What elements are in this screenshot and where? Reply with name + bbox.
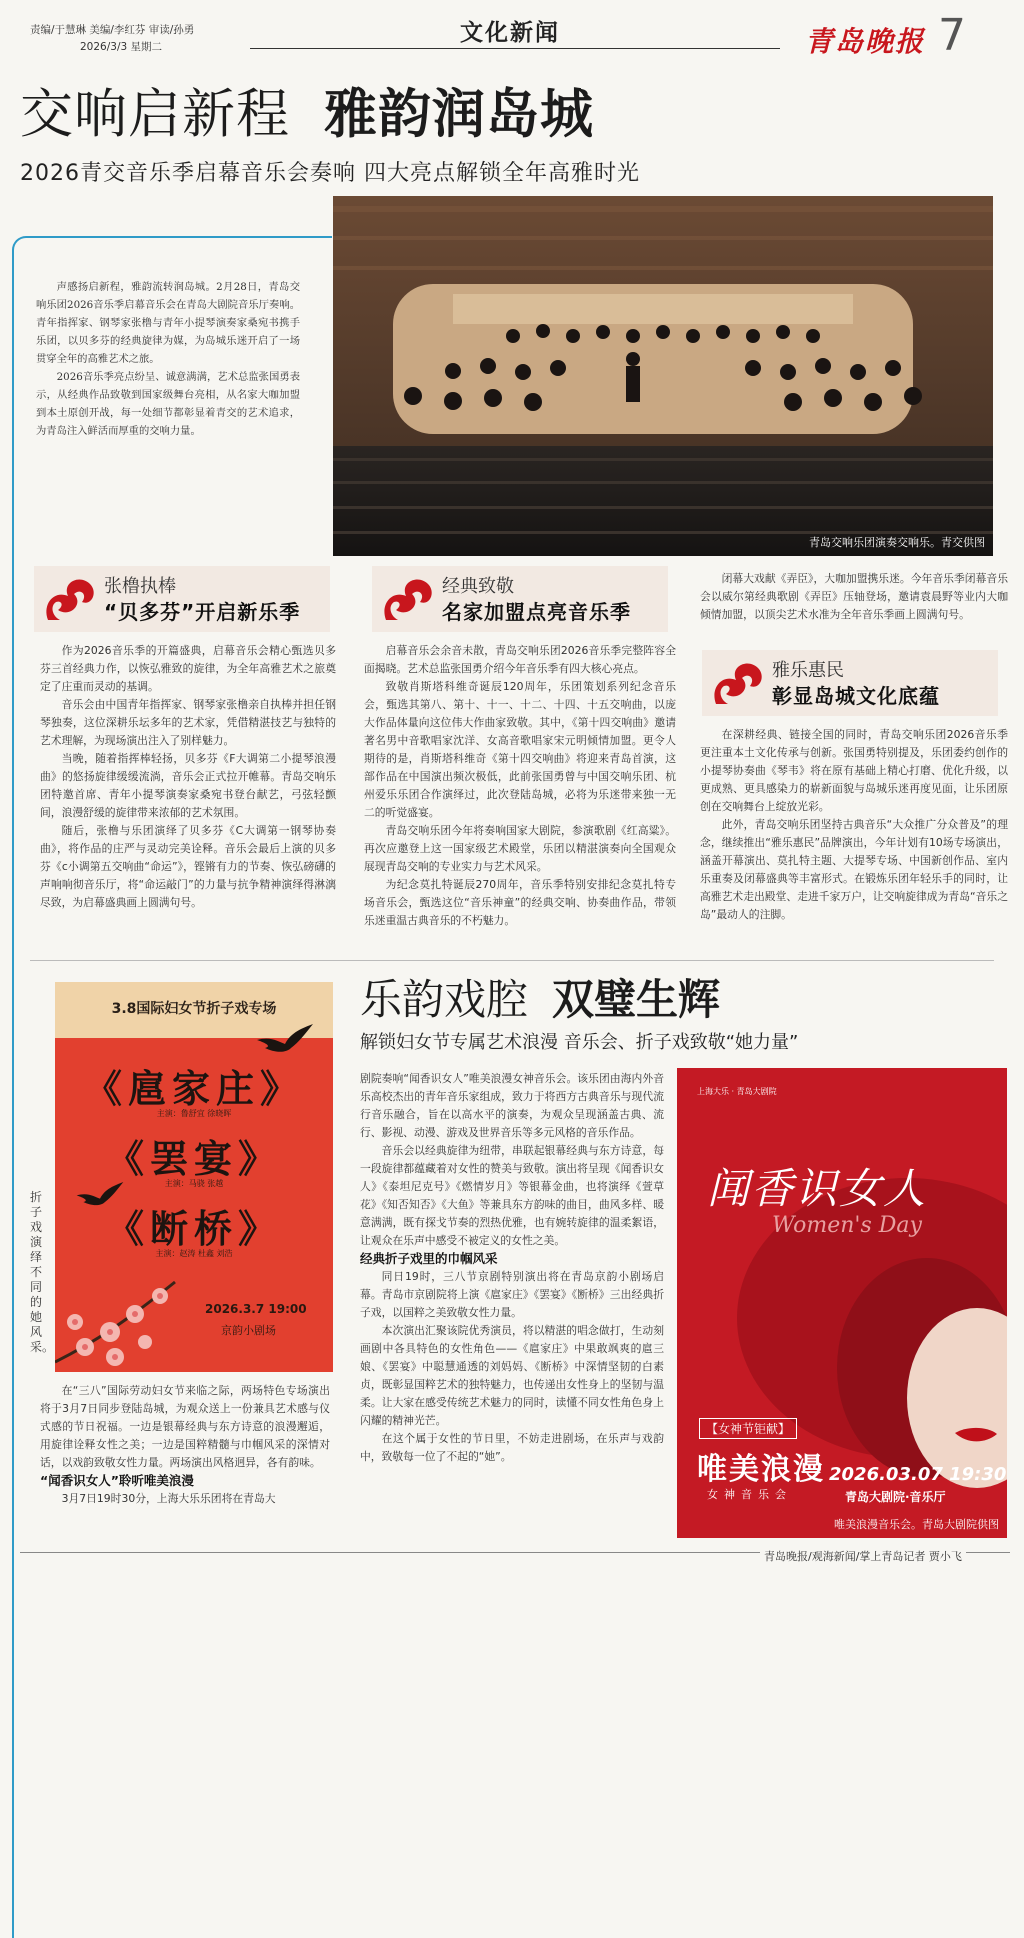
orchestra-illustration [333, 196, 993, 556]
poster-subtitle: 女神音乐会 [707, 1488, 792, 1501]
headline-part2: 雅韵润岛城 [324, 84, 594, 145]
photo-caption: 青岛交响乐团演奏交响乐。青交供图 [809, 536, 985, 549]
paragraph: 此外，青岛交响乐团坚持古典音乐“大众推广分众普及”的理念，继续推出“雅乐惠民”品牌演出，今年计划有10场专场演出，涵盖开幕演出、莫扎特主题、大提琴专场、中国新创作品、室内乐重奏及闭幕盛典等丰富形式。在锻炼乐团年轻乐手的同时，让高雅艺术走出殿堂、走进千家万户，让交响旋律成为青岛“音乐之岛”最动人的注脚。 [700, 818, 1008, 921]
poster-english-title: Women's Day [772, 1213, 922, 1238]
swallow-icon [255, 1022, 315, 1062]
headline-2 [360, 972, 720, 1028]
column-1 [40, 642, 336, 912]
paragraph: 本次演出汇聚该院优秀演员，将以精湛的唱念做打，生动刻画剧中各具特色的女性角色——《扈家庄》中果敢飒爽的扈三娘、《罢宴》中聪慧通透的刘妈妈、《断桥》中深情坚韧的白素贞，既彰显国粹艺术的独特魅力，也传递出女性身上的坚韧与温柔。让大家在感受传统艺术魅力的同时，读懂不同女性角色身上闪耀的精神光芒。 [360, 1324, 664, 1427]
column-2 [364, 642, 676, 930]
subheadline-2: 解锁妇女节专属艺术浪漫 音乐会、折子戏致敬“她力量” [360, 1032, 799, 1053]
paragraph: 作为2026音乐季的开篇盛典，启幕音乐会精心甄选贝多芬三首经典力作，以恢弘雅致的旋律，为全年高雅艺术之旅奠定了庄重而灵动的基调。 [40, 644, 336, 693]
opera-cast-1: 主演：鲁舒宜 徐晓晖 [156, 1109, 232, 1118]
column-bottom-left [40, 1382, 330, 1508]
subheading-box [34, 566, 330, 632]
masthead-logo: 青岛晚报 [805, 25, 926, 58]
paragraph: 为纪念莫扎特诞辰270周年，音乐季特别安排纪念莫扎特专场音乐会，甄选这位“音乐神童”的经典交响、协奏曲作品，带领乐迷重温古典音乐的不朽魅力。 [364, 878, 676, 927]
credits-editors: 责编/于慧琳 美编/李红芬 审读/孙勇 [30, 24, 195, 36]
paragraph: 随后，张橹与乐团演绎了贝多芬《C大调第一钢琴协奏曲》，将作品的庄严与灵动完美诠释。音乐会最后上演的贝多芬《c小调第五交响曲“命运”》，铿锵有力的节奏、恢弘磅礴的声响响彻音乐厅，将“命运敲门”的力量与抗争精神演绎得淋漓尽致，为启幕盛典画上圆满句号。 [40, 824, 336, 909]
poster-venue: 青岛大剧院·音乐厅 [845, 1490, 946, 1504]
paragraph: 在“三八”国际劳动妇女节来临之际，两场特色专场演出将于3月7日同步登陆岛城，为观众送上一份兼具艺术感与仪式感的节日祝福。一边是银幕经典与东方诗意的浪漫邂逅，用旋律诠释女性之美；一边是国粹精髓与巾帼风采的深情对话，以戏韵致敬女性力量。两场演出风格迥异，各有韵味。 [40, 1384, 330, 1469]
headline-2-part2: 双璧生辉 [552, 975, 721, 1024]
intro-paragraph: 2026音乐季亮点纷呈、诚意满满，艺术总监张国勇表示，从经典作品致敬到国家级舞台亮相，从名家大咖加盟到本土原创开战，每一处细节都彰显着青交的艺术追求，为青岛注入鲜活而厚重的交响力量。 [36, 371, 300, 437]
side-caption: 折子戏演绎不同的她风采。 [30, 1190, 55, 1354]
paragraph: 音乐会以经典旋律为纽带，串联起银幕经典与东方诗意，每一段旋律都蕴藏着对女性的赞美与致敬。演出将呈现《闻香识女人》《泰坦尼克号》《燃情岁月》等银幕金曲，也将演绎《萱草花》《知否知否》《大鱼》等兼具东方韵味的曲目，曲风多样、暖意满满，既有探戈节奏的烈热优雅，也有婉转旋律的温柔絮语，让观众在乐声中感受不被定义的女性之美。 [360, 1144, 664, 1247]
paragraph: 启幕音乐会余音未散，青岛交响乐团2026音乐季完整阵容全面揭晓。艺术总监张国勇介绍今年音乐季有四大核心亮点。 [364, 644, 676, 675]
subheading-box [702, 650, 998, 716]
poster-badge: 【女神节钜献】 [699, 1418, 797, 1439]
cloud-ornament-icon [708, 654, 768, 712]
subheading-label: 雅乐惠民 [772, 660, 844, 681]
headline-part1: 交响启新程 [20, 84, 290, 145]
subheadline: 2026青交音乐季启幕音乐会奏响 四大亮点解锁全年高雅时光 [20, 161, 640, 186]
subheading-box [372, 566, 668, 632]
opera-title-1: 《扈家庄》 [83, 1066, 304, 1111]
paragraph: 同日19时，三八节京剧特别演出将在青岛京韵小剧场启幕。青岛市京剧院将上演《扈家庄》《罢宴》《断桥》三出经典折子戏，以国粹之美致敬女性力量。 [360, 1270, 664, 1319]
paragraph: 当晚，随着指挥棒轻扬，贝多芬《F大调第二小提琴浪漫曲》的悠扬旋律缓缓流淌，音乐会正式拉开帷幕。青岛交响乐团特邀首席、青年小提琴演奏家桑宛书登台献艺，弓弦轻颤间，浪漫舒缓的旋律带来浓郁的艺术氛围。 [40, 752, 336, 819]
inline-subheading: 经典折子戏里的巾帼风采 [360, 1251, 498, 1266]
poster-slogan: 唯美浪漫 [697, 1452, 825, 1487]
paragraph: 在这个属于女性的节日里，不妨走进剧场，在乐声与戏韵中，致敬每一位了不起的“她”。 [360, 1432, 664, 1463]
section-title: 文化新闻 [460, 20, 560, 46]
opera-cast-3: 主演：赵涛 杜鑫 刘浩 [155, 1249, 233, 1258]
headline-2-part1: 乐韵戏腔 [360, 975, 529, 1024]
credits [30, 22, 194, 56]
column-3-intro [700, 570, 1008, 624]
header-rule [250, 48, 780, 49]
poster-caption: 唯美浪漫音乐会。青岛大剧院供图 [834, 1518, 999, 1531]
paragraph: 闭幕大戏献《弄臣》，大咖加盟携乐迷。今年音乐季闭幕音乐会以威尔第经典歌剧《弄臣》压轴登场，邀请袁晨野等业内大咖倾情加盟，以顶尖艺术水准为全年音乐季画上圆满句号。 [700, 572, 1008, 621]
byline: 青岛晚报/观海新闻/掌上青岛记者 贾小飞 [760, 1548, 966, 1564]
poster-top-text: 3.8国际妇女节折子戏专场 [111, 1001, 277, 1017]
column-3 [700, 726, 1008, 924]
poster-logos: 上海大乐 · 青岛大剧院 [697, 1087, 777, 1096]
paragraph: 音乐会由中国青年指挥家、钢琴家张橹亲自执棒并担任钢琴独奏，这位深耕乐坛多年的艺术家，凭借精湛技艺与独特的艺术理解，为现场演出注入了别样魅力。 [40, 698, 336, 747]
paragraph: 在深耕经典、链接全国的同时，青岛交响乐团2026音乐季更注重本土文化传承与创新。张国勇特别提及，乐团委约创作的小提琴协奏曲《琴韦》将在原有基础上精心打磨、优化升级，以更成熟、更具感染力的崭新面貌与岛城乐迷再度见面，让乐团原创在交响舞台上绽放光彩。 [700, 728, 1008, 813]
subheading-label: 张橹执棒 [104, 576, 176, 597]
poster-date: 2026.3.7 19:00 [205, 1302, 307, 1316]
blossom-branch-icon [55, 1252, 205, 1372]
paragraph: 剧院奏响“闻香识女人”唯美浪漫女神音乐会。该乐团由海内外音乐高校杰出的青年音乐家组成，致力于将西方古典音乐与现代流行音乐融合，旨在以高水平的演奏，为观众呈现涵盖古典、流行、影视、动漫、游戏及世界音乐等多元风格的音乐作品。 [360, 1072, 664, 1139]
paragraph: 青岛交响乐团今年将奏响国家大剧院，参演歌剧《红高粱》。再次应邀登上这一国家级艺术殿堂，乐团以精湛演奏向全国观众展现青岛交响的专业实力与艺术风采。 [364, 824, 676, 873]
paragraph: 3月7日19时30分，上海大乐乐团将在青岛大 [61, 1492, 276, 1505]
intro-paragraph: 声感扬启新程，雅韵流转润岛城。2月28日，青岛交响乐团2026音乐季启幕音乐会在青岛大剧院音乐厅奏响。青年指挥家、钢琴家张橹与青年小提琴演奏家桑宛书携手乐团，以贝多芬的经典旋律为媒，为岛城乐迷开启了一场贯穿全年的高雅艺术之旅。 [36, 281, 300, 365]
opera-cast-2: 主演：马骁 张越 [164, 1179, 224, 1188]
headline [20, 80, 594, 150]
concert-photo [333, 196, 993, 556]
opera-title-2: 《罢宴》 [105, 1136, 282, 1181]
opera-title-3: 《断桥》 [105, 1206, 282, 1251]
cloud-ornament-icon [40, 570, 100, 628]
subheading-title: “贝多芬”开启新乐季 [104, 600, 301, 624]
intro-text [36, 278, 300, 440]
opera-poster [55, 982, 333, 1372]
cloud-ornament-icon [378, 570, 438, 628]
subheading-title: 彰显岛城文化底蕴 [772, 684, 940, 708]
poster-title: 闻香识女人 [707, 1164, 928, 1213]
subheading-label: 经典致敬 [442, 576, 514, 597]
section-divider [30, 960, 994, 961]
column-bottom-middle [360, 1070, 664, 1466]
credits-date: 2026/3/3 星期二 [80, 41, 162, 53]
poster-venue: 京韵小剧场 [221, 1324, 276, 1337]
poster-date: 2026.03.07 19:30 [829, 1464, 1007, 1485]
paragraph: 致敬肖斯塔科维奇诞辰120周年，乐团策划系列纪念音乐会，甄选其第八、第十、十一、十二、十四、十五交响曲，以庞大作品体量向这位伟大作曲家致敬。其中，《第十四交响曲》邀请著名男中音歌唱家沈洋、女高音歌唱家宋元明倾情加盟。更令人期待的是，肖斯塔科维奇《第十四交响曲》将迎来青岛首演，这部作品在中国演出频次极低，此前张国勇曾与中国交响乐团、杭州爱乐乐团合作演绎过，此次登陆岛城，必将为乐迷带来独一无二的听觉盛宴。 [364, 680, 676, 819]
page-number: 7 [938, 10, 966, 61]
subheading-title: 名家加盟点亮音乐季 [442, 600, 631, 624]
concert-poster [677, 1068, 1007, 1538]
inline-subheading: “闻香识女人”聆听唯美浪漫 [40, 1473, 194, 1488]
